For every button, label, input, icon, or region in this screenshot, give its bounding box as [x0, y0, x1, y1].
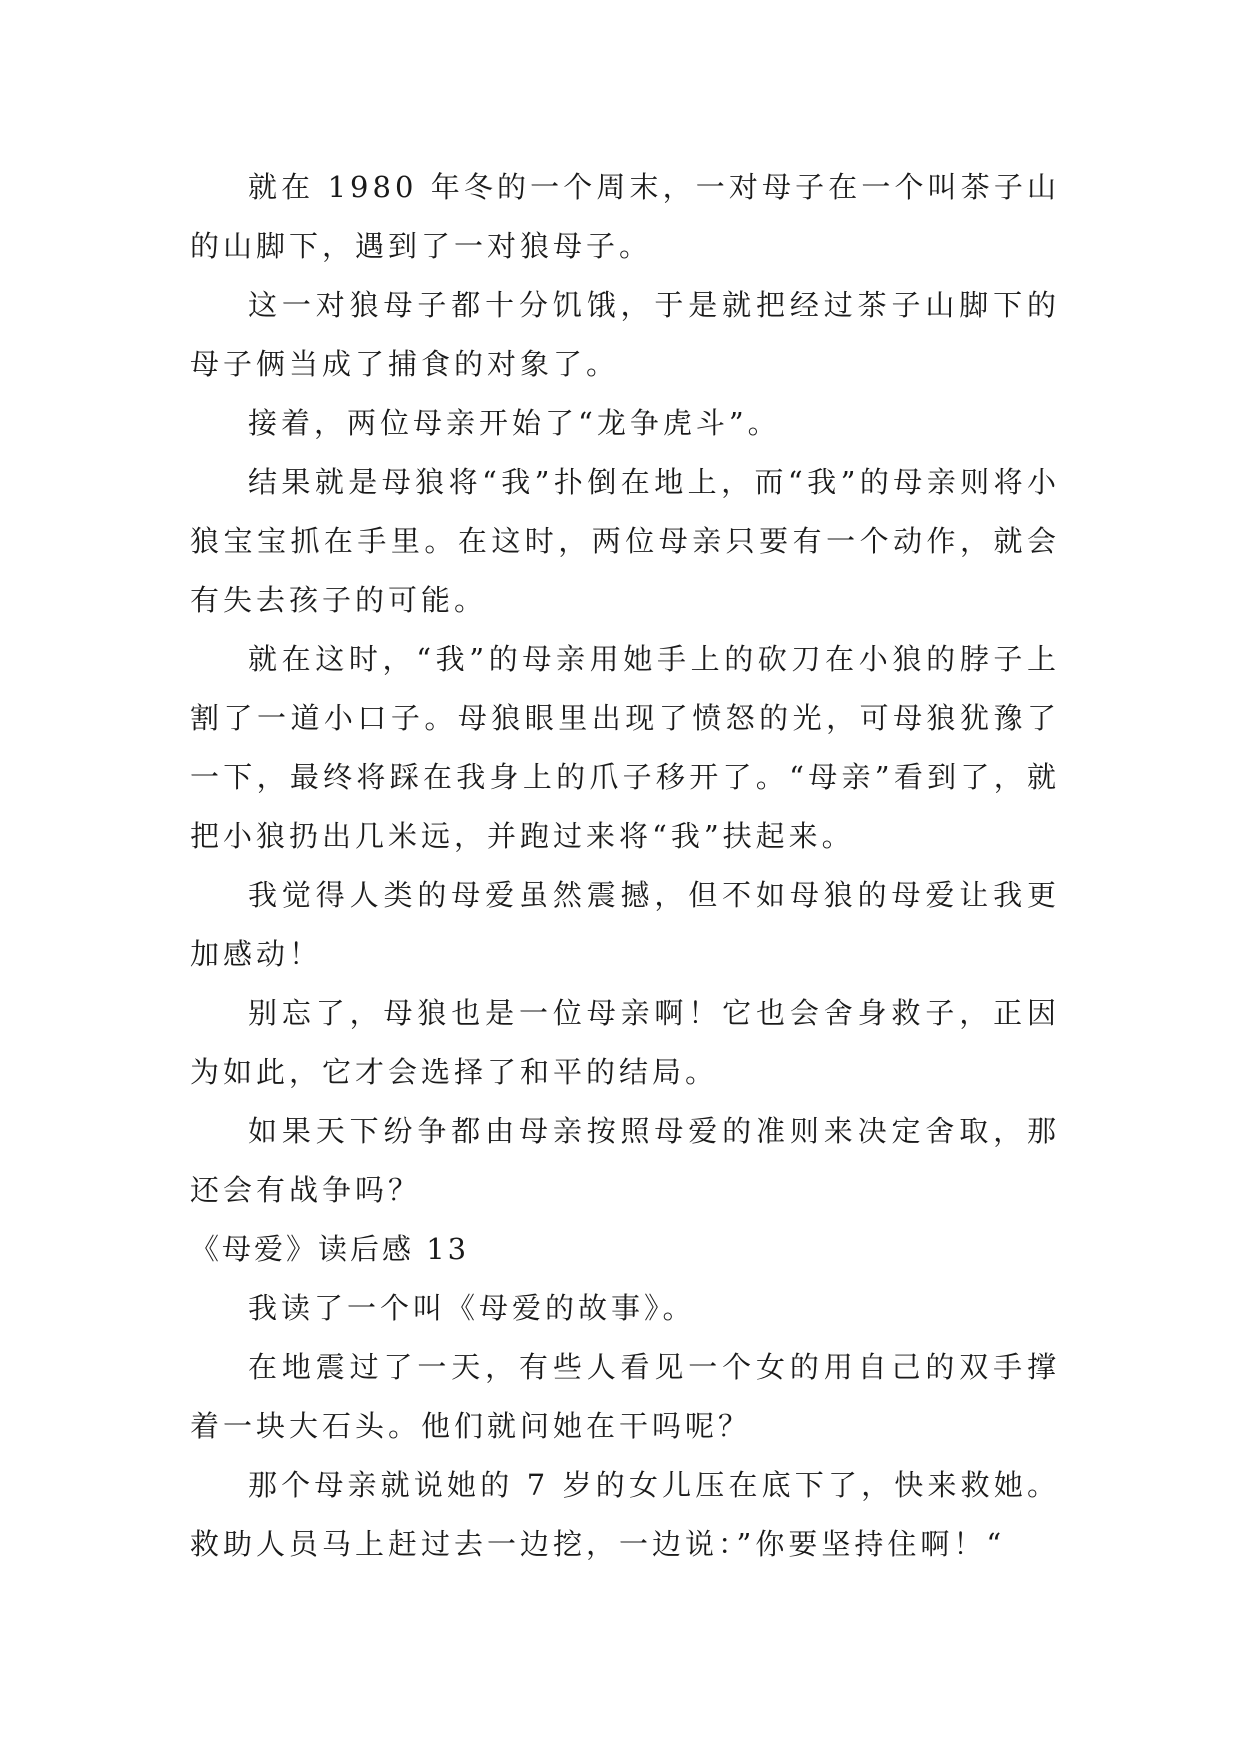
paragraph: 我觉得人类的母爱虽然震撼，但不如母狼的母爱让我更加感动！	[190, 878, 1060, 971]
paragraph: 接着，两位母亲开始了“龙争虎斗”。	[248, 406, 781, 440]
paragraph: 那个母亲就说她的 7 岁的女儿压在底下了，快来救她。救助人员马上赶过去一边挖，一边说：”你要坚持住啊！“	[190, 1468, 1060, 1561]
paragraph: 别忘了，母狼也是一位母亲啊！它也会舍身救子，正因为如此，它才会选择了和平的结局。	[190, 996, 1060, 1089]
paragraph: 在地震过了一天，有些人看见一个女的用自己的双手撑着一块大石头。他们就问她在干吗呢？	[190, 1350, 1060, 1443]
document-body	[190, 158, 1060, 1574]
paragraph: 这一对狼母子都十分饥饿，于是就把经过茶子山脚下的母子俩当成了捕食的对象了。	[190, 288, 1060, 381]
paragraph: 结果就是母狼将“我”扑倒在地上，而“我”的母亲则将小狼宝宝抓在手里。在这时，两位母亲只要有一个动作，就会有失去孩子的可能。	[190, 465, 1060, 617]
paragraph: 如果天下纷争都由母亲按照母爱的准则来决定舍取，那还会有战争吗？	[190, 1114, 1060, 1207]
paragraph: 就在这时，“我”的母亲用她手上的砍刀在小狼的脖子上割了一道小口子。母狼眼里出现了愤怒的光，可母狼犹豫了一下，最终将踩在我身上的爪子移开了。“母亲”看到了，就把小狼扔出几米远，并跑过来将“我”扶起来。	[190, 642, 1060, 853]
section-heading: 《母爱》读后感 13	[190, 1232, 470, 1266]
paragraph: 我读了一个叫《母爱的故事》。	[248, 1291, 696, 1325]
paragraph: 就在 1980 年冬的一个周末，一对母子在一个叫茶子山的山脚下，遇到了一对狼母子。	[190, 170, 1060, 263]
